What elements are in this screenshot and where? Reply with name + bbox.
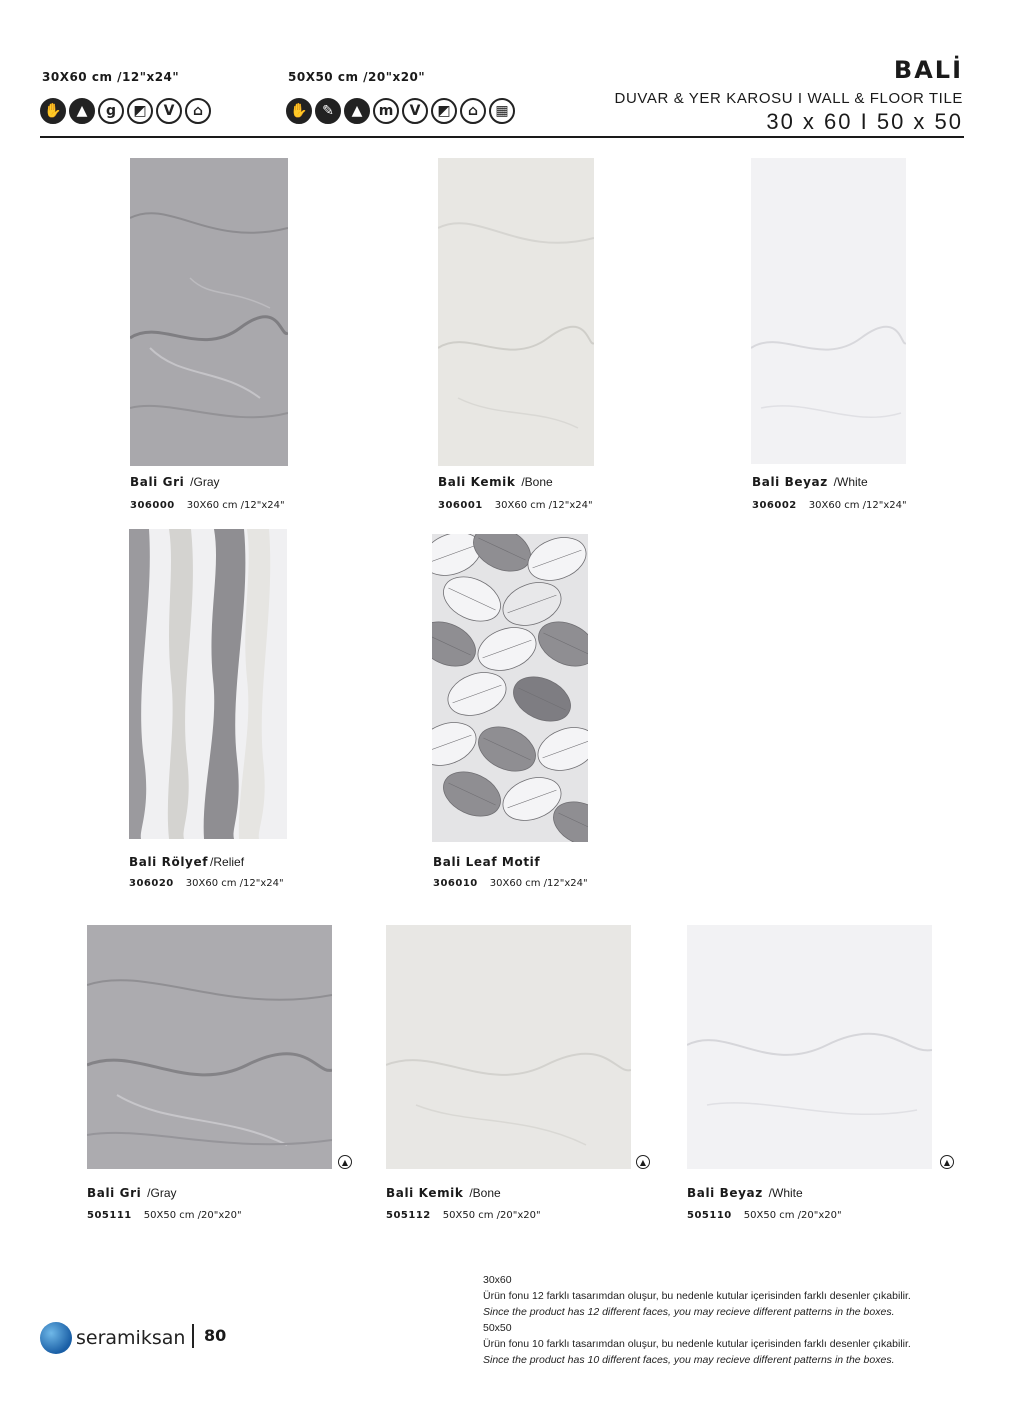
note-50x50-title: 50x50 xyxy=(483,1322,512,1334)
tile-image-bali-kemik-30x60 xyxy=(438,158,594,466)
leaf-shape xyxy=(432,715,482,773)
collection-sizes: 30 x 60 I 50 x 50 xyxy=(766,109,963,134)
tile-image-bali-kemik-50x50 xyxy=(386,925,631,1169)
tile-image-bali-gri-30x60 xyxy=(130,158,288,466)
brush-icon: ✎ xyxy=(315,98,341,124)
tile-image-bali-rolyef-30x60 xyxy=(129,529,287,839)
spec-30x60: 30X60 cm /12"x24" xyxy=(42,70,180,84)
spec-50x50: 50X50 cm /20"x20" xyxy=(288,70,426,84)
house-icon: ⌂ xyxy=(185,98,211,124)
v3-icon: V xyxy=(156,98,182,124)
product-code-line: 505110 50X50 cm /20"x20" xyxy=(687,1210,842,1221)
page-number: 80 xyxy=(204,1326,227,1345)
leaf-shape xyxy=(532,720,588,778)
product-label: Bali Gri /Gray xyxy=(130,475,220,489)
product-label: Bali Kemik /Bone xyxy=(438,475,553,489)
house-icon: ⌂ xyxy=(460,98,486,124)
collection-title: BALİ xyxy=(893,56,963,84)
leaf-shape xyxy=(522,534,588,588)
v3-icon: V xyxy=(402,98,428,124)
product-code-line: 306010 30X60 cm /12"x24" xyxy=(433,878,588,889)
floor-tile-icon: ▲ xyxy=(338,1155,352,1169)
product-code-line: 306000 30X60 cm /12"x24" xyxy=(130,500,285,511)
flame-icon: ▲ xyxy=(344,98,370,124)
product-code-line: 505111 50X50 cm /20"x20" xyxy=(87,1210,242,1221)
product-code-line: 306002 30X60 cm /12"x24" xyxy=(752,500,907,511)
tile-image-bali-leaf-motif xyxy=(432,534,588,842)
icon-row-30x60 xyxy=(40,98,211,124)
product-label: Bali Leaf Motif xyxy=(433,855,541,869)
leaf-shape xyxy=(432,613,483,675)
note-30x60-tr: Ürün fonu 12 farklı tasarımdan oluşur, bu nedenle kutular içerisinden farklı desenler çıkabilir. xyxy=(483,1290,911,1302)
note-50x50-tr: Ürün fonu 10 farklı tasarımdan oluşur, bu nedenle kutular içerisinden farklı desenler çıkabilir. xyxy=(483,1338,911,1350)
note-30x60-title: 30x60 xyxy=(483,1274,512,1286)
brand-name: seramiksan xyxy=(76,1327,186,1349)
product-code-line: 306001 30X60 cm /12"x24" xyxy=(438,500,593,511)
note-30x60-en: Since the product has 12 different faces, you may recieve different patterns in the boxes. xyxy=(483,1306,895,1318)
product-code-line: 306020 30X60 cm /12"x24" xyxy=(129,878,284,889)
g-icon: g xyxy=(98,98,124,124)
floor-tile-icon: ▲ xyxy=(636,1155,650,1169)
page-separator xyxy=(192,1324,194,1348)
flame-icon: ▲ xyxy=(69,98,95,124)
product-label: Bali Beyaz /White xyxy=(752,475,868,489)
product-notes xyxy=(483,1272,983,1368)
tile-image-bali-beyaz-50x50 xyxy=(687,925,932,1169)
product-label: Bali Gri /Gray xyxy=(87,1186,177,1200)
product-label: Bali Beyaz /White xyxy=(687,1186,803,1200)
note-50x50-en: Since the product has 10 different faces, you may recieve different patterns in the boxes. xyxy=(483,1354,895,1366)
product-label: Bali Rölyef /Relief xyxy=(129,855,245,869)
glove-icon: ✋ xyxy=(40,98,66,124)
icon-row-50x50 xyxy=(286,98,515,124)
product-code-line: 505112 50X50 cm /20"x20" xyxy=(386,1210,541,1221)
brand-logo xyxy=(40,1322,185,1354)
floor-tile-icon: ▲ xyxy=(940,1155,954,1169)
collection-subtitle: DUVAR & YER KAROSU I WALL & FLOOR TILE xyxy=(614,90,963,107)
product-label: Bali Kemik /Bone xyxy=(386,1186,501,1200)
angle-icon: ◩ xyxy=(127,98,153,124)
building-icon: ▦ xyxy=(489,98,515,124)
tile-image-bali-gri-50x50 xyxy=(87,925,332,1169)
glove-icon: ✋ xyxy=(286,98,312,124)
tile-image-bali-beyaz-30x60 xyxy=(751,158,906,464)
angle-icon: ◩ xyxy=(431,98,457,124)
brand-logo-mark xyxy=(40,1322,72,1354)
m-icon: m xyxy=(373,98,399,124)
header-rule xyxy=(40,136,964,138)
